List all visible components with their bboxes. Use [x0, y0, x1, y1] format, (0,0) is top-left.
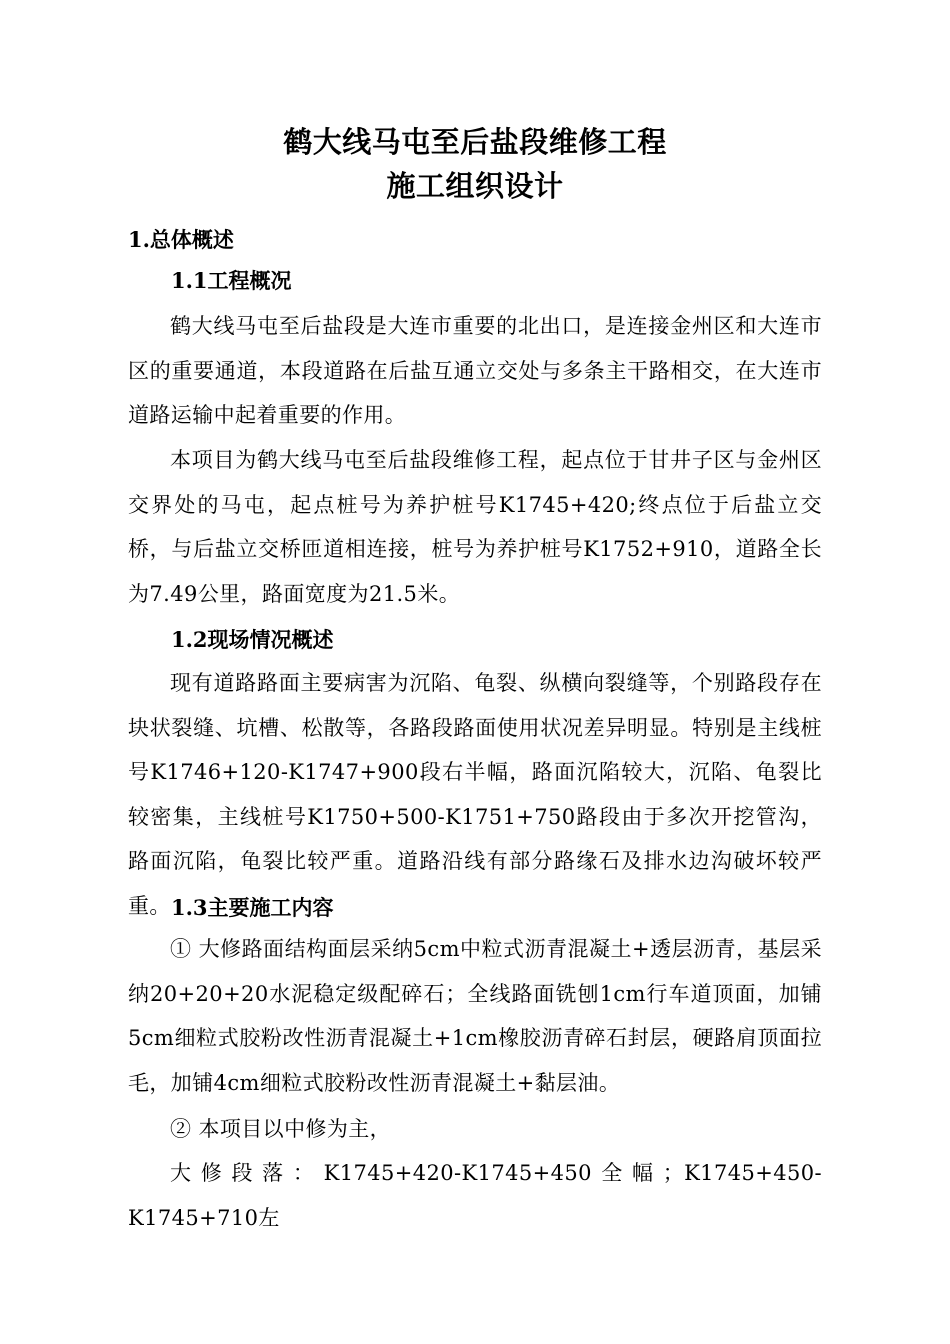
paragraph-overview: 鹤大线马屯至后盐段是大连市重要的北出口，是连接金州区和大连市区的重要通道，本段道路在后盐互通立交处与多条主干路相交，在大连市道路运输中起着重要的作用。: [128, 314, 822, 427]
document-title: 鹤大线马屯至后盐段维修工程: [283, 125, 667, 159]
section-heading-1-1: 1.1工程概况: [171, 268, 292, 293]
paragraph-major-repair-sections: 大修段落：K1745+420-K1745+450全幅；K1745+450-K1745+710左: [128, 1161, 822, 1230]
document-subtitle: 施工组织设计: [386, 169, 564, 203]
section-heading-1-3: 1.3主要施工内容: [171, 895, 334, 920]
section-heading-1-2: 1.2现场情况概述: [171, 627, 334, 652]
paragraph-medium-repair: ② 本项目以中修为主，: [170, 1117, 392, 1141]
paragraph-project-scope: 本项目为鹤大线马屯至后盐段维修工程，起点位于甘井子区与金州区交界处的马屯，起点桩号为养护桩号K1745+420;终点位于后盐立交桥，与后盐立交桥匝道相连接，桩号为养护桩号K1752+910，道路全长为7.49公里，路面宽度为21.5米。: [128, 448, 822, 606]
paragraph-site-conditions: 现有道路路面主要病害为沉陷、龟裂、纵横向裂缝等，个别路段存在块状裂缝、坑槽、松散等，各路段路面使用状况差异明显。特别是主线桩号K1746+120-K1747+900段右半幅，路面沉陷较大，沉陷、龟裂比较密集，主线桩号K1750+500-K1751+750路段由于多次开挖管沟，路面沉陷，龟裂比较严重。道路沿线有部分路缘石及排水边沟破坏较严重。: [128, 671, 822, 918]
paragraph-construction-content: ① 大修路面结构面层采纳5cm中粒式沥青混凝土+透层沥青，基层采纳20+20+20水泥稳定级配碎石；全线路面铣刨1cm行车道顶面，加铺5cm细粒式胶粉改性沥青混凝土+1cm橡胶沥青碎石封层，硬路肩顶面拉毛，加铺4cm细粒式胶粉改性沥青混凝土+黏层油。: [128, 937, 822, 1095]
section-heading-1: 1.总体概述: [128, 227, 234, 252]
